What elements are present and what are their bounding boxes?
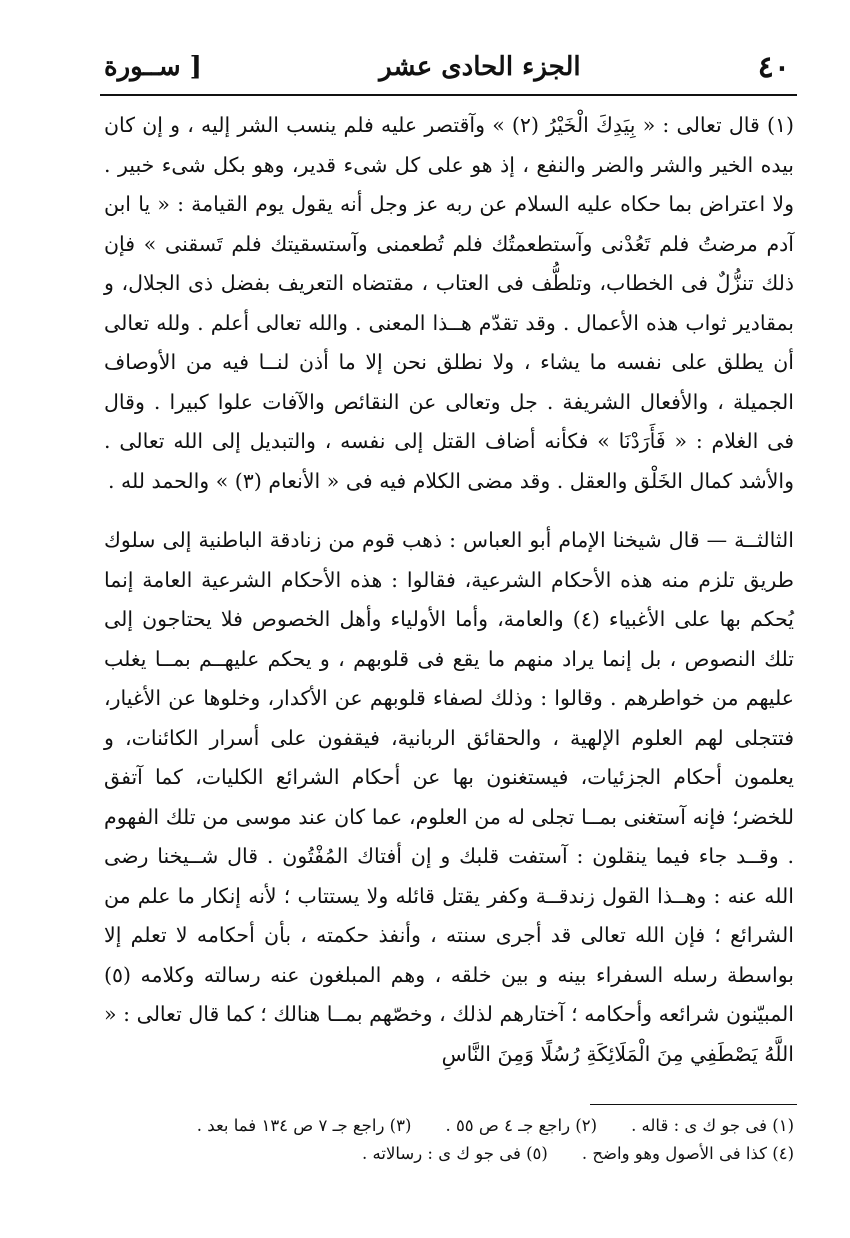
footnote: (١) فى جو ك ى : قاله . [631, 1116, 794, 1135]
running-title: الجزء الحادى عشر [379, 52, 581, 82]
page-body [104, 106, 794, 1074]
page-number: ٤٠ [757, 49, 790, 85]
footnotes [104, 1112, 794, 1168]
footnote: (٣) راجع جـ ٧ ص ١٣٤ فما بعد . [196, 1116, 412, 1135]
footnote: (٢) راجع جـ ٤ ص ٥٥ . [445, 1116, 598, 1135]
surah-title: [ ســورة [104, 52, 202, 82]
paragraph: (١) قال تعالى : « بِيَدِكَ الْخَيْرُ (٢) » وآقتصر عليه فلم ينسب الشر إليه ، و إن كان بيده الخير والشر والضر والنفع ، إذ هو على كل شىء قدير، وهو بكل شىء خبير . ولا اعتراض بما حكاه عليه السلام عن ربه عز وجل أنه يقول يوم القيامة : « يا ابن آدم مرضتُ فلم تَعُدْنى وآستطعمتُك فلم تُطعمنى وآستسقيتك فلم تَسقنى » فإن ذلك تنزُّلٌ فى الخطاب، وتلطُّف فى العتاب ، مقتضاه التعريف بفضل ذى الجلال، و بمقادير ثواب هذه الأعمال . وقد تقدّم هــذا المعنى . والله تعالى أعلم . ولله تعالى أن يطلق على نفسه ما يشاء ، ولا نطلق نحن إلا ما أذن لنــا فيه من الأوصاف الجميلة ، والأفعال الشريفة . جل وتعالى عن النقائص والآفات علوا كبيرا . وقال فى الغلام : « فَأَرَدْنَا » فكأنه أضاف القتل إلى نفسه ، والتبديل إلى الله تعالى . والأشد كمال الخَلْق والعقل . وقد مضى الكلام فيه فى « الأنعام (٣) » والحمد لله . [104, 113, 794, 493]
footnote-row [104, 1140, 794, 1168]
header-rule [100, 94, 797, 96]
footnote: (٥) فى جو ك ى : رسالاته . [362, 1144, 548, 1163]
page-header [104, 42, 790, 92]
footnote-rule [590, 1104, 797, 1105]
footnote: (٤) كذا فى الأصول وهو واضح . [581, 1144, 794, 1163]
footnote-row [104, 1112, 794, 1140]
paragraph: الثالثــة — قال شيخنا الإمام أبو العباس : ذهب قوم من زنادقة الباطنية إلى سلوك طريق تلزم منه هذه الأحكام الشرعية، فقالوا : هذه الأحكام الشرعية العامة إنما يُحكم بها على الأغبياء (٤) والعامة، وأما الأولياء وأهل الخصوص فلا يحتاجون إلى تلك النصوص ، بل إنما يراد منهم ما يقع فى قلوبهم ، و يحكم عليهــم بمــا يغلب عليهم من خواطرهم . وقالوا : وذلك لصفاء قلوبهم عن الأكدار، وخلوها عن الأغيار، فتتجلى لهم العلوم الإلهية ، والحقائق الربانية، فيقفون على أسرار الكائنات، و يعلمون أحكام الجزئيات، فيستغنون بها عن أحكام الشرائع الكليات، كما آتفق للخضر؛ فإنه آستغنى بمــا تجلى له من العلوم، عما كان عند موسى من تلك الفهوم . وقــد جاء فيما ينقلون : آستفت قلبك و إن أفتاك المُفْتُون . قال شــيخنا رضى الله عنه : وهــذا القول زندقــة وكفر يقتل قائله ولا يستتاب ؛ لأنه إنكار ما علم من الشرائع ؛ فإن الله تعالى قد أجرى سنته ، وأنفذ حكمته ، بأن أحكامه لا تعلم إلا بواسطة رسله السفراء بينه و بين خلقه ، وهم المبلغون عنه رسالته وكلامه (٥) المبيّنون شرائعه وأحكامه ؛ آختارهم لذلك ، وخصّهم بمــا هنالك ؛ كما قال تعالى : « اللَّهُ يَصْطَفِي مِنَ الْمَلَائِكَةِ رُسُلًا وَمِنَ النَّاسِ [104, 528, 795, 1066]
